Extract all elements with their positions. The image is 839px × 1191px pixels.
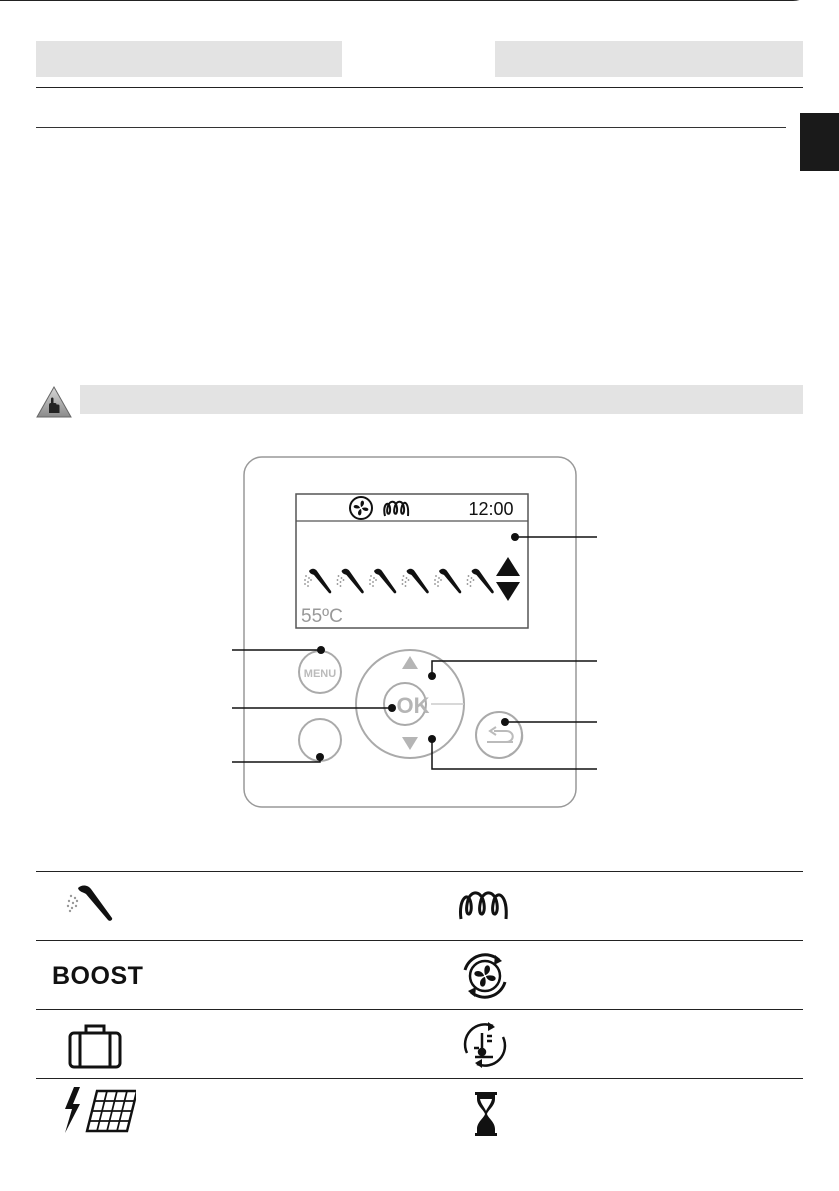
- legend-rule-3: [36, 1009, 803, 1010]
- section-rule: [36, 127, 786, 128]
- header-rule: [36, 87, 803, 88]
- shower-head-icon: [64, 882, 116, 929]
- legend-rule-1: [36, 871, 803, 872]
- control-panel-diagram: [0, 450, 839, 820]
- header-box-right: [495, 41, 803, 77]
- note-bar: [80, 385, 803, 414]
- header-box-left: [36, 41, 342, 77]
- legend-fan-icon: [460, 951, 510, 1006]
- display-temperature: 55ºC: [301, 606, 343, 627]
- legend-heating-coil-icon: [458, 888, 510, 927]
- display-time: 12:00: [468, 499, 514, 519]
- menu-button-label: MENU: [303, 668, 337, 680]
- solar-panel-icon: [62, 1087, 136, 1144]
- top-border-curve: [786, 0, 815, 1]
- hourglass-icon: [474, 1092, 498, 1141]
- legend-rule-2: [36, 940, 803, 941]
- top-border-line: [0, 0, 788, 1]
- side-chapter-tab: [800, 113, 839, 171]
- ok-button-label: OK: [396, 693, 430, 718]
- legend-rule-4: [36, 1078, 803, 1079]
- suitcase-icon: [66, 1022, 124, 1075]
- legend-boost-label: BOOST: [52, 962, 144, 990]
- note-hand-icon: [36, 386, 72, 418]
- temperature-probe-icon: [460, 1020, 510, 1075]
